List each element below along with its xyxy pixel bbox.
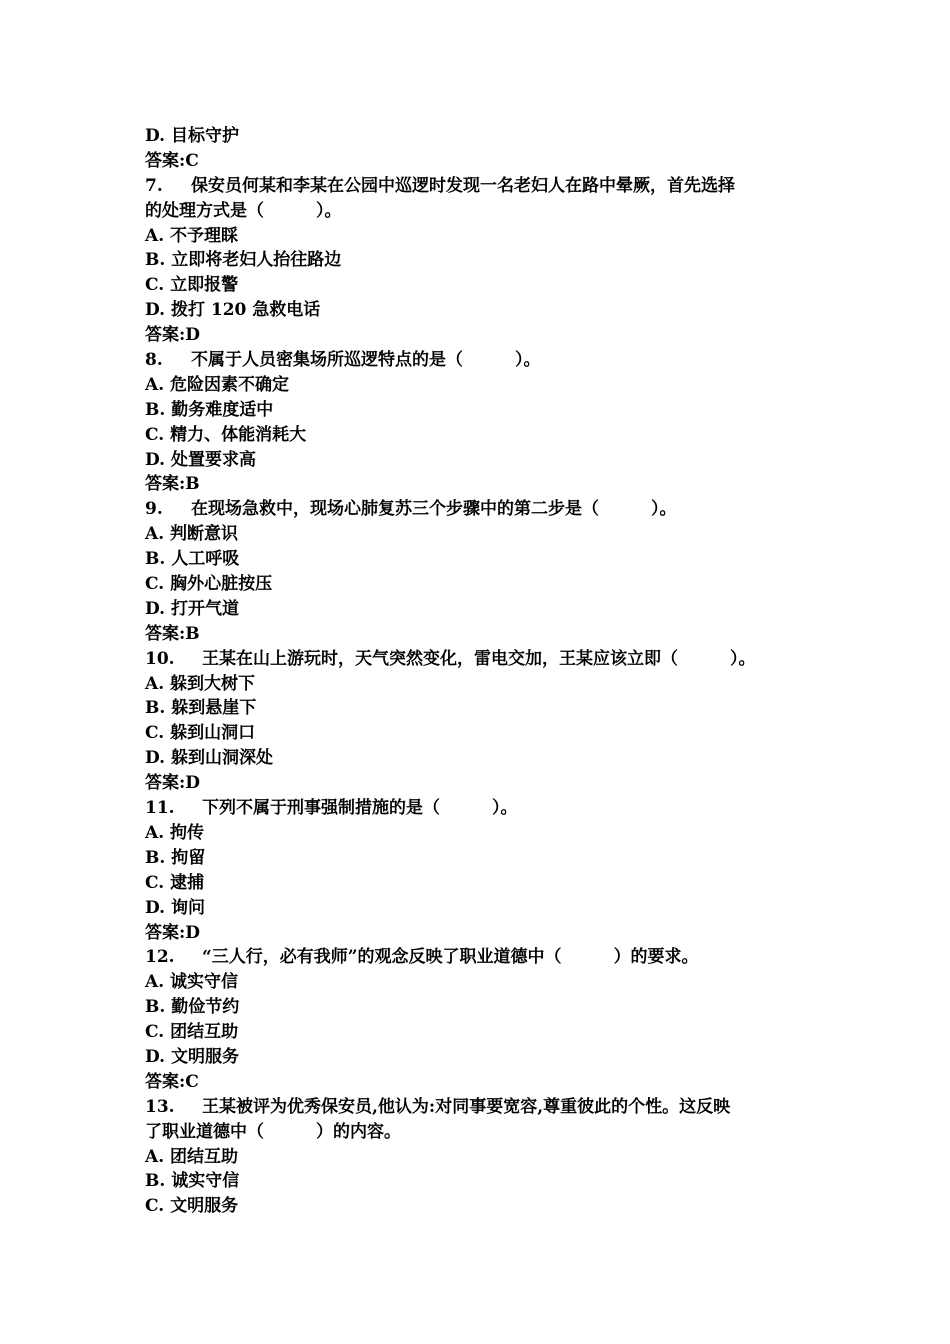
- question-text: 保安员何某和李某在公园中巡逻时发现一名老妇人在路中晕厥，首先选择: [191, 175, 735, 196]
- option-b: B. 勤务难度适中: [145, 399, 274, 420]
- answer: 答案:D: [145, 325, 201, 346]
- question-text: 王某在山上游玩时，天气突然变化，雷电交加，王某应该立即（: [202, 648, 678, 669]
- question-12-stem: [145, 945, 825, 970]
- option-b: B. 勤俭节约: [145, 997, 240, 1018]
- question-text: 不属于人员密集场所巡逻特点的是（: [191, 350, 463, 371]
- option-b: B. 诚实守信: [145, 1171, 240, 1192]
- answer-q6: 答案:C: [145, 150, 199, 171]
- question-number: 8.: [145, 350, 163, 371]
- question-text: ）。: [515, 350, 541, 371]
- option-b: B. 人工呼吸: [145, 549, 240, 570]
- option-c: C. 文明服务: [145, 1196, 239, 1217]
- question-number: 11.: [145, 798, 175, 819]
- answer: 答案:C: [145, 1071, 199, 1092]
- question-text: ）。: [730, 648, 756, 669]
- option-c: C. 团结互助: [145, 1022, 239, 1043]
- answer: 答案:D: [145, 773, 201, 794]
- question-13-stem-cont: [145, 1120, 825, 1145]
- option-a: A. 躲到大树下: [145, 673, 256, 694]
- document-page: [145, 124, 825, 1219]
- option-b: B. 立即将老妇人抬往路边: [145, 250, 342, 271]
- question-text: 在现场急救中，现场心肺复苏三个步骤中的第二步是（: [191, 499, 599, 520]
- question-text: “三人行，必有我师”的观念反映了职业道德中（: [202, 947, 562, 968]
- option-d: D. 打开气道: [145, 598, 239, 619]
- question-text: ）。: [492, 798, 518, 819]
- question-number: 12.: [145, 947, 175, 968]
- option-c: C. 立即报警: [145, 275, 239, 296]
- question-7-stem: [145, 174, 825, 199]
- question-text: ）的内容。: [316, 1121, 401, 1142]
- option-a: A. 危险因素不确定: [145, 374, 290, 395]
- answer: 答案:B: [145, 474, 200, 495]
- option-b: B. 躲到悬崖下: [145, 698, 257, 719]
- question-number: 7.: [145, 175, 163, 196]
- question-text: 了职业道德中（: [145, 1121, 264, 1142]
- answer: 答案:D: [145, 922, 201, 943]
- option-c: C. 精力、体能消耗大: [145, 424, 307, 445]
- question-text: ）的要求。: [613, 947, 699, 968]
- option-a: A. 不予理睬: [145, 225, 239, 246]
- option-d: D. 躲到山洞深处: [145, 748, 273, 769]
- question-text: 的处理方式是（: [145, 200, 264, 221]
- option-a: A. 诚实守信: [145, 972, 239, 993]
- answer: 答案:B: [145, 623, 200, 644]
- question-text: ）。: [316, 200, 342, 221]
- option-d: D. 询问: [145, 897, 205, 918]
- option-d-q6: D. 目标守护: [145, 126, 239, 146]
- option-c: C. 躲到山洞口: [145, 723, 256, 744]
- question-number: 13.: [145, 1096, 175, 1117]
- question-9-stem: [145, 497, 825, 522]
- question-text: 下列不属于刑事强制措施的是（: [202, 798, 440, 819]
- option-a: A. 拘传: [145, 822, 205, 843]
- question-text: 王某被评为优秀保安员,他认为:对同事要宽容,尊重彼此的个性。这反映: [202, 1096, 731, 1117]
- question-13-stem: [145, 1095, 825, 1120]
- question-7-stem-cont: [145, 199, 825, 224]
- option-c: C. 逮捕: [145, 872, 205, 893]
- question-number: 10.: [145, 648, 175, 669]
- option-c: C. 胸外心脏按压: [145, 574, 273, 595]
- option-d: D. 处置要求高: [145, 449, 256, 470]
- option-a: A. 判断意识: [145, 524, 239, 545]
- question-8-stem: [145, 348, 825, 373]
- option-d: D. 文明服务: [145, 1046, 239, 1067]
- option-a: A. 团结互助: [145, 1146, 239, 1167]
- question-11-stem: [145, 796, 825, 821]
- question-number: 9.: [145, 499, 163, 520]
- option-d: D. 拨打 120 急救电话: [145, 300, 321, 321]
- question-text: ）。: [651, 499, 677, 520]
- option-b: B. 拘留: [145, 847, 206, 868]
- question-10-stem: [145, 647, 825, 672]
